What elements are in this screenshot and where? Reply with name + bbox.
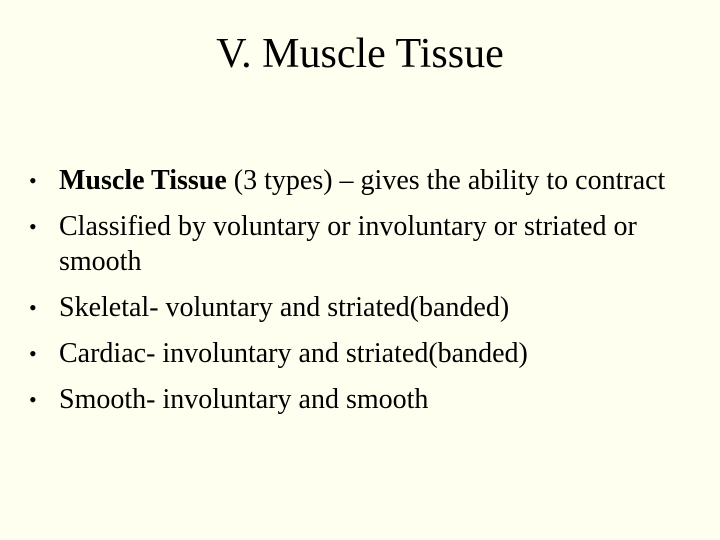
bullet-item-smooth (29, 382, 699, 417)
bullet-item-muscle-tissue (29, 163, 699, 198)
bullet-text: Classified by voluntary or involuntary or striated or smooth (59, 211, 637, 277)
bullet-icon: • (29, 168, 37, 193)
bullet-item-classified (29, 209, 699, 279)
bullet-icon: • (29, 214, 37, 239)
bullet-icon: • (29, 295, 37, 320)
bullet-text: Cardiac- involuntary and striated(banded) (59, 338, 528, 369)
bullet-text: Smooth- involuntary and smooth (59, 384, 429, 415)
bullet-icon: • (29, 341, 37, 366)
bullet-text: (3 types) – gives the ability to contract (226, 165, 666, 196)
bullet-term: Muscle Tissue (59, 165, 227, 196)
slide-title: V. Muscle Tissue (216, 31, 504, 77)
bullet-icon: • (29, 387, 37, 412)
bullet-text: Skeletal- voluntary and striated(banded) (59, 292, 510, 323)
bullet-list (29, 163, 699, 417)
bullet-item-skeletal (29, 290, 699, 325)
bullet-item-cardiac (29, 336, 699, 371)
